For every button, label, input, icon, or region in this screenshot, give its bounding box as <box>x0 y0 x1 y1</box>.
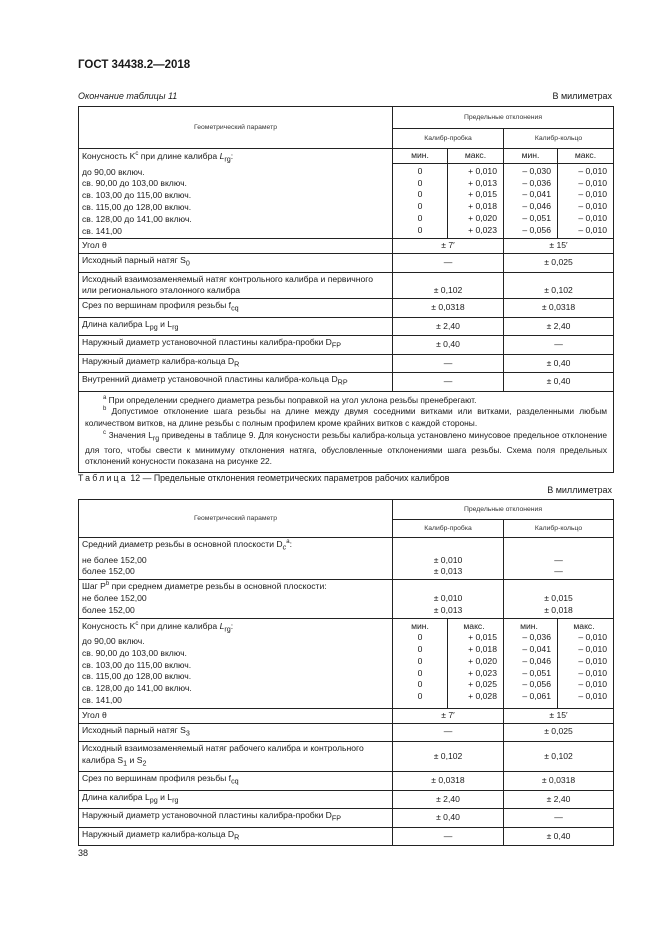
table-row <box>79 299 614 318</box>
ring-value: ± 15′ <box>504 708 614 723</box>
list-item: – 0,046 <box>522 201 551 212</box>
taper-plug-max <box>448 164 504 239</box>
list-item: 0 <box>417 177 423 188</box>
header-ring: Калибр-кольцо <box>504 129 614 149</box>
ring-value: ± 0,40 <box>504 827 614 846</box>
plug-value: — <box>393 373 504 392</box>
pd-ring-values <box>504 538 614 580</box>
list-item: 0 <box>417 691 423 702</box>
taper-plug-max: макс. + 0,015 + 0,018 + 0,020 + 0,023 + 0,025 + 0,028 <box>448 618 504 708</box>
ring-value: ± 2,40 <box>504 790 614 809</box>
ring-value: ± 0,102 <box>504 272 614 299</box>
plug-value: ± 0,102 <box>393 272 504 299</box>
footnote-c: $^c$ Значения $L_{rg}$ приведены в таблице 9. Для конусности резьбы калибра-кольца установлено минусовое предельное отклонение для того, чтобы свести к минимуму отклонения натяга, обусловленные отклонениями шага резьбы. Схема поля предельных отклонений конусности показана на рисунке 22. <box>85 429 608 467</box>
ring-value: ± 0,025 <box>504 254 614 273</box>
list-item: 0 <box>417 655 423 666</box>
plug-value: ± 2,40 <box>393 790 504 809</box>
list-item: – 0,056 <box>522 679 551 690</box>
list-item: св. 128,00 до 141,00 включ. <box>82 213 192 224</box>
taper-plug-min <box>393 164 448 239</box>
taper-ring-min: мин. – 0,036 – 0,041 – 0,046 – 0,051 – 0,056 – 0,061 <box>504 618 558 708</box>
plug-value: ± 0,40 <box>393 809 504 828</box>
list-item: – 0,041 <box>522 644 551 655</box>
list-item: св. 141,00 <box>82 225 122 236</box>
param-label: Длина калибра $L_{pg}$ и $L_{rg}$ <box>79 317 393 336</box>
table-row <box>79 827 614 846</box>
ring-max-header: макс. <box>558 149 614 164</box>
table-row <box>79 373 614 392</box>
list-item: – 0,010 <box>578 177 608 188</box>
list-item: 0 <box>417 212 423 223</box>
plug-value: ± 2,40 <box>393 317 504 336</box>
list-item: св. 103,00 до 115,00 включ. <box>82 190 192 201</box>
list-item: 0 <box>417 667 423 678</box>
list-item: – 0,010 <box>578 165 608 176</box>
param-label: Наружный диаметр калибра-кольца $D_R$ <box>79 354 393 373</box>
list-item: св. 103,00 до 115,00 включ. <box>82 659 192 670</box>
ring-value: ± 0,0318 <box>504 299 614 318</box>
list-item: + 0,023 <box>468 667 497 678</box>
param-label: Длина калибра $L_{pg}$ и $L_{rg}$ <box>79 790 393 809</box>
taper-ring-max: макс. – 0,010 – 0,010 – 0,010 – 0,010 – 0,010 – 0,010 <box>558 618 614 708</box>
list-item: ± 0,010 <box>433 592 463 603</box>
list-item: – 0,036 <box>522 632 551 643</box>
header-limits: Предельные отклонения <box>393 500 614 520</box>
list-item: 0 <box>417 189 423 200</box>
list-item: – 0,010 <box>578 655 608 666</box>
list-item: – 0,046 <box>522 655 551 666</box>
table11-rows <box>79 239 614 391</box>
param-label: Исходный парный натяг $S_3$ <box>79 723 393 742</box>
table-row <box>79 239 614 254</box>
table-row <box>79 317 614 336</box>
param-label: Наружный диаметр установочной пластины калибра-пробки $D_{FP}$ <box>79 809 393 828</box>
param-label: Срез по вершинам профиля резьбы $f_{cq}$ <box>79 772 393 791</box>
list-item: св. 141,00 <box>82 695 122 705</box>
list-item: – 0,030 <box>522 165 551 176</box>
list-item: + 0,025 <box>468 679 497 690</box>
param-label: Наружный диаметр калибра-кольца $D_R$ <box>79 827 393 846</box>
ring-value: — <box>504 336 614 355</box>
list-item: – 0,056 <box>522 224 551 235</box>
plug-max-header: макс. <box>448 149 504 164</box>
taper-param-cell: Конусность $K^c$ при длине калибра $L_{rg}$: до 90,00 включ. св. 90,00 до 103,00 включ. св. 103,00 до 115,00 включ. св. 115,00 до 128,00 включ. св. 128,00 до 141,00 включ. св. 141,00 <box>79 618 393 708</box>
header-ring: Калибр-кольцо <box>504 520 614 538</box>
table11-footnotes <box>79 391 614 472</box>
list-item: 0 <box>417 644 423 655</box>
list-item: – 0,010 <box>578 667 608 678</box>
plug-value: ± 0,102 <box>393 742 504 772</box>
taper-plug-min: мин. 0 0 0 0 0 0 <box>393 618 448 708</box>
plug-value: ± 0,40 <box>393 336 504 355</box>
taper-range-list <box>82 636 389 707</box>
list-item: ± 0,013 <box>433 604 463 615</box>
list-item: 0 <box>417 632 423 643</box>
table-row <box>79 354 614 373</box>
list-item: – 0,061 <box>522 691 551 702</box>
list-item: + 0,015 <box>468 632 497 643</box>
list-item: – 0,010 <box>578 644 608 655</box>
header-plug: Калибр-пробка <box>393 129 504 149</box>
pitch-diameter-cell: Средний диаметр резьбы в основной плоскости $D_c^a$: не более 152,00 более 152,00 <box>79 538 393 580</box>
pd-plug-values <box>393 538 504 580</box>
table-row <box>79 723 614 742</box>
list-item: 0 <box>417 201 423 212</box>
ring-value: ± 2,40 <box>504 317 614 336</box>
ring-value: ± 0,025 <box>504 723 614 742</box>
table12-units: В миллиметрах <box>547 485 612 495</box>
list-item: св. 90,00 до 103,00 включ. <box>82 178 187 189</box>
table11 <box>78 106 614 473</box>
list-item: – 0,036 <box>522 177 551 188</box>
param-label: Угол θ <box>79 708 393 723</box>
list-item: до 90,00 включ. <box>82 636 145 647</box>
ring-value: ± 0,40 <box>504 354 614 373</box>
table11-units: В милиметрах <box>552 91 612 101</box>
list-item: – 0,051 <box>522 212 551 223</box>
footnote-a: $^a$ При определении среднего диаметра резьбы поправкой на угол уклона резьбы пренебрегают. <box>103 394 477 405</box>
pitch-cell: Шаг $P^b$ при среднем диаметре резьбы в основной плоскости: не более 152,00 более 152,00 <box>79 580 393 618</box>
param-label: Исходный взаимозаменяемый натяг контрольного калибра и первичного или регионального эталонного калибра <box>79 272 393 299</box>
table12-caption: Таблица 12 — Предельные отклонения геометрических параметров рабочих калибров <box>78 473 450 483</box>
table11-caption: Окончание таблицы 11 <box>78 91 178 101</box>
ring-min-header: мин. <box>504 149 558 164</box>
list-item: + 0,018 <box>468 644 497 655</box>
header-param: Геометрический параметр <box>79 107 393 149</box>
list-item: св. 128,00 до 141,00 включ. <box>82 683 192 694</box>
page-number: 38 <box>78 848 89 858</box>
list-item: св. 115,00 до 128,00 включ. <box>82 671 192 682</box>
header-param: Геометрический параметр <box>79 500 393 538</box>
list-item: — <box>554 554 563 565</box>
taper-param-cell: Конусность $K^c$ при длине калибра $L_{rg}$: до 90,00 включ. св. 90,00 до 103,00 включ. св. 103,00 до 115,00 включ. св. 115,00 до 128,00 включ. св. 128,00 до 141,00 включ. св. 141,00 <box>79 149 393 239</box>
pitch-plug-values <box>393 580 504 618</box>
list-item: + 0,020 <box>468 212 497 223</box>
ring-value: ± 0,102 <box>504 742 614 772</box>
table-row <box>79 708 614 723</box>
list-item: – 0,041 <box>522 189 551 200</box>
ring-value: ± 0,0318 <box>504 772 614 791</box>
pd-range-list <box>82 555 389 579</box>
taper-ring-min <box>504 164 558 239</box>
list-item: – 0,010 <box>578 224 608 235</box>
table-row <box>79 742 614 772</box>
param-label: Угол θ <box>79 239 393 254</box>
list-item: ± 0,015 <box>544 592 573 603</box>
plug-value: ± 7′ <box>393 708 504 723</box>
list-item: ± 0,018 <box>544 604 573 615</box>
ring-value: — <box>504 809 614 828</box>
plug-value: — <box>393 254 504 273</box>
list-item: не более 152,00 <box>82 554 147 565</box>
param-label: Исходный парный натяг $S_0$ <box>79 254 393 273</box>
list-item: – 0,010 <box>578 189 608 200</box>
footnote-b: $^b$ Допустимое отклонение шага резьбы на длине между двумя соседними витками или витками, разделенными любым количеством витков, на длине резьбы с полным профилем кроме крайних витков с каждой стороны. <box>85 406 608 428</box>
list-item: + 0,018 <box>468 201 497 212</box>
table-row <box>79 254 614 273</box>
pitch-range-list <box>82 593 389 617</box>
list-item: ± 0,013 <box>433 566 463 577</box>
table-row <box>79 772 614 791</box>
table-row <box>79 809 614 828</box>
table12-rows <box>79 708 614 846</box>
param-label: Наружный диаметр установочной пластины калибра-пробки $D_{FP}$ <box>79 336 393 355</box>
taper-range-list <box>82 167 389 238</box>
table-row <box>79 336 614 355</box>
list-item: + 0,028 <box>468 691 497 702</box>
list-item: – 0,010 <box>578 201 608 212</box>
param-label: Исходный взаимозаменяемый натяг рабочего калибра и контрольного калибра $S_1$ и $S_2$ <box>79 742 393 772</box>
plug-value: — <box>393 827 504 846</box>
plug-value: ± 0,0318 <box>393 299 504 318</box>
document-title: ГОСТ 34438.2—2018 <box>78 59 191 71</box>
ring-value: ± 15′ <box>504 239 614 254</box>
list-item: + 0,015 <box>468 189 497 200</box>
plug-value: — <box>393 723 504 742</box>
param-label: Срез по вершинам профиля резьбы $f_{cq}$ <box>79 299 393 318</box>
list-item: более 152,00 <box>82 566 135 577</box>
list-item: + 0,010 <box>468 165 497 176</box>
list-item: + 0,023 <box>468 224 497 235</box>
list-item: + 0,020 <box>468 655 497 666</box>
list-item: 0 <box>417 165 423 176</box>
table-row <box>79 272 614 299</box>
list-item: – 0,010 <box>578 679 608 690</box>
list-item: – 0,010 <box>578 212 608 223</box>
plug-value: — <box>393 354 504 373</box>
list-item: – 0,010 <box>578 632 608 643</box>
plug-value: ± 0,0318 <box>393 772 504 791</box>
pitch-ring-values <box>504 580 614 618</box>
table12 <box>78 499 614 846</box>
list-item: 0 <box>417 224 423 235</box>
plug-value: ± 7′ <box>393 239 504 254</box>
list-item: 0 <box>417 679 423 690</box>
header-limits: Предельные отклонения <box>393 107 614 129</box>
header-plug: Калибр-пробка <box>393 520 504 538</box>
table-row <box>79 790 614 809</box>
ring-value: ± 0,40 <box>504 373 614 392</box>
plug-min-header: мин. <box>393 149 448 164</box>
list-item: – 0,010 <box>578 691 608 702</box>
list-item: не более 152,00 <box>82 592 147 603</box>
list-item: до 90,00 включ. <box>82 166 145 177</box>
list-item: ± 0,010 <box>433 554 463 565</box>
list-item: + 0,013 <box>468 177 497 188</box>
list-item: более 152,00 <box>82 604 135 615</box>
list-item: св. 90,00 до 103,00 включ. <box>82 647 187 658</box>
list-item: – 0,051 <box>522 667 551 678</box>
list-item: св. 115,00 до 128,00 включ. <box>82 201 192 212</box>
list-item: — <box>554 566 563 577</box>
taper-ring-max <box>558 164 614 239</box>
param-label: Внутренний диаметр установочной пластины калибра-кольца $D_{RP}$ <box>79 373 393 392</box>
